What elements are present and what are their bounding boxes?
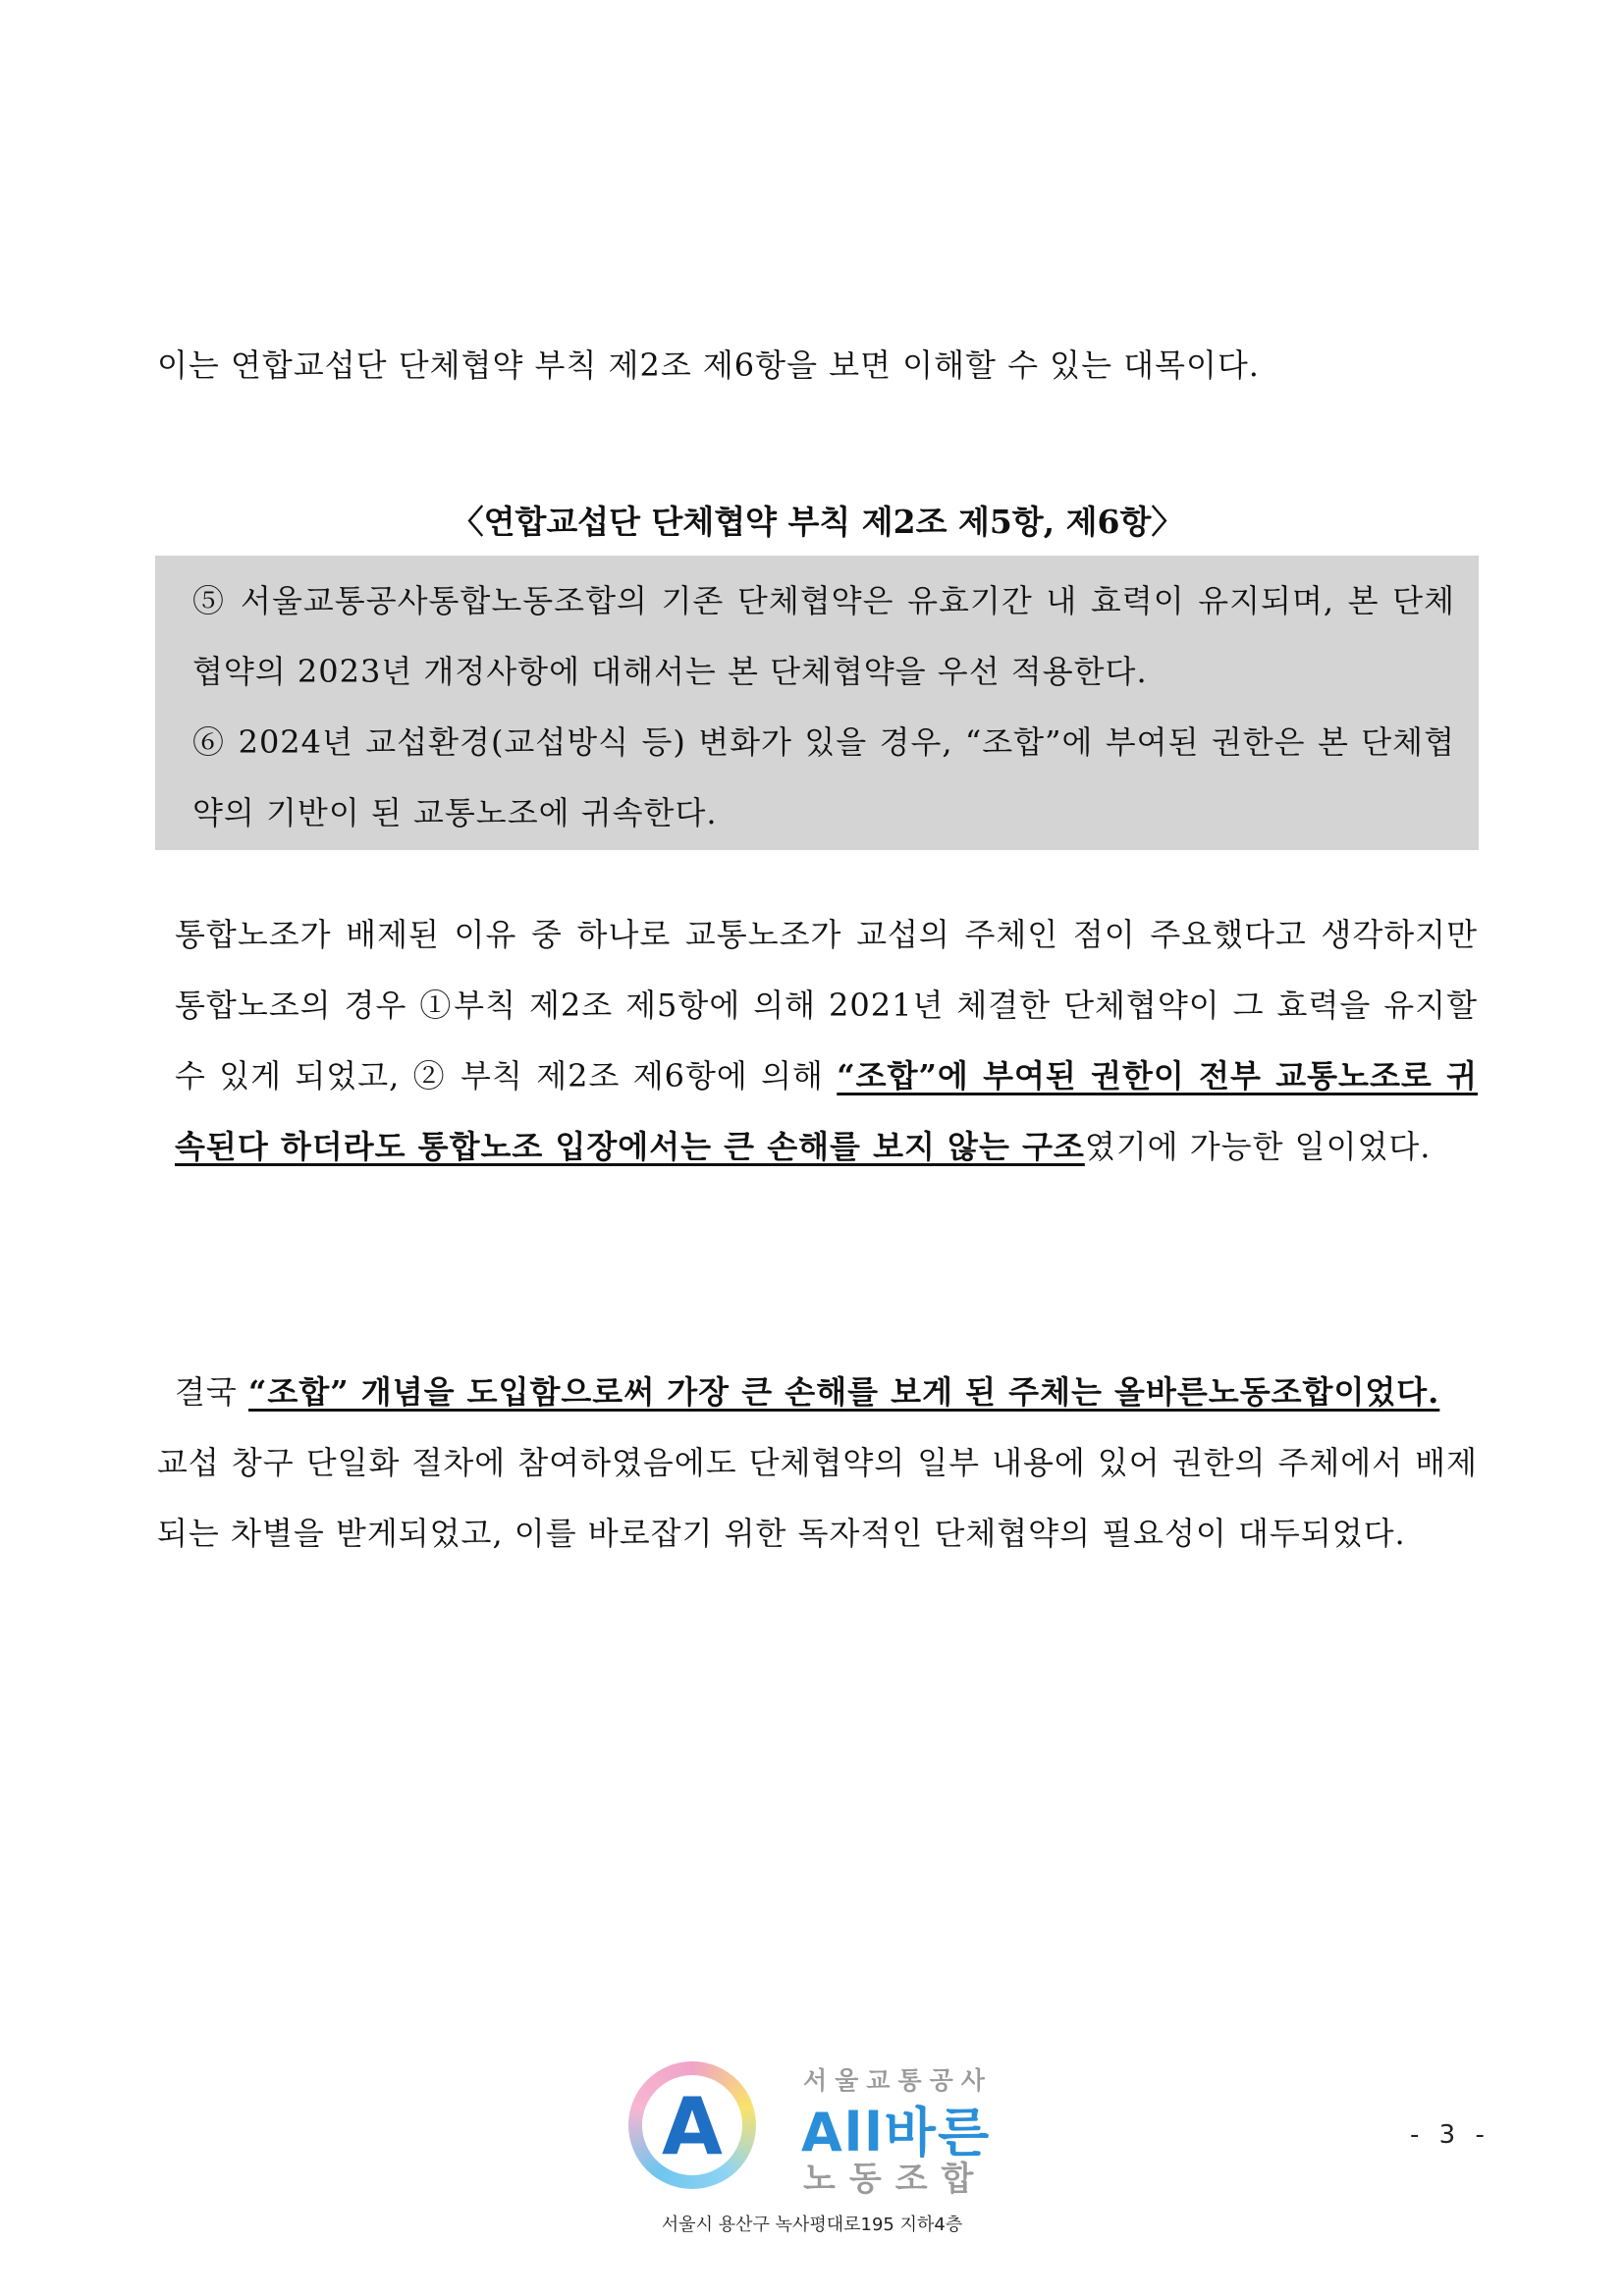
section-1-text-b: 였기에 가능한 일이었다. bbox=[1084, 1128, 1432, 1165]
quote-box-title: 〈연합교섭단 단체협약 부칙 제2조 제5항, 제6항〉 bbox=[451, 503, 1184, 541]
logo-ring-icon bbox=[628, 2061, 756, 2189]
section-1-paragraph bbox=[157, 899, 1478, 1182]
section-2-text: 교섭 창구 단일화 절차에 참여하였음에도 단체협약의 일부 내용에 있어 권한의 주체에서 배제되는 차별을 받게되었고, 이를 바로잡기 위한 독자적인 단체협약의 필요성이 대두되었다. bbox=[157, 1444, 1478, 1552]
union-logo bbox=[628, 2061, 1041, 2199]
section-2-lead: 결국 bbox=[175, 1373, 238, 1411]
page-number: - 3 - bbox=[1410, 2120, 1490, 2150]
section-1-text bbox=[157, 899, 1478, 1182]
clause-5: ⑤ 서울교통공사통합노동조합의 기존 단체협약은 유효기간 내 효력이 유지되며, 본 단체협약의 2023년 개정사항에 대해서는 본 단체협약을 우선 적용한다. bbox=[192, 582, 1455, 690]
section-1-emphasis: “조합”에 부여된 권한이 전부 교통노조로 귀속된다 하더라도 통합노조 입장에서는 큰 손해를 보지 않는 구조 bbox=[175, 1057, 1478, 1165]
section-2-heading-line bbox=[157, 1357, 1478, 1427]
logo-letter: A bbox=[662, 2081, 723, 2172]
logo-brand-name: All바른 bbox=[801, 2102, 992, 2163]
logo-union-name: 노동조합 bbox=[803, 2160, 988, 2199]
intro-paragraph bbox=[157, 330, 1478, 400]
section-2-emphasis: “조합” 개념을 도입함으로써 가장 큰 손해를 보게 된 주체는 올바른노동조합이었다. bbox=[248, 1373, 1440, 1411]
intro-text: 이는 연합교섭단 단체협약 부칙 제2조 제6항을 보면 이해할 수 있는 대목이다. bbox=[157, 347, 1260, 384]
section-2-paragraph bbox=[157, 1357, 1478, 1569]
quote-box bbox=[155, 556, 1479, 850]
footer-address: 서울시 용산구 녹사평대로195 지하4층 bbox=[661, 2215, 963, 2235]
clause-6: ⑥ 2024년 교섭환경(교섭방식 등) 변화가 있을 경우, “조합”에 부여된 권한은 본 단체협약의 기반이 된 교통노조에 귀속한다. bbox=[192, 723, 1455, 831]
section-1-text-a: 통합노조가 배제된 이유 중 하나로 교통노조가 교섭의 주체인 점이 주요했다고 생각하지만 통합노조의 경우 ①부칙 제2조 제5항에 의해 2021년 체결한 단체협약이 그 효력을 유지할 수 있게 되었고, ② 부칙 제2조 제6항에 의해 bbox=[175, 916, 1478, 1095]
logo-org-name: 서울교통공사 bbox=[803, 2066, 993, 2095]
